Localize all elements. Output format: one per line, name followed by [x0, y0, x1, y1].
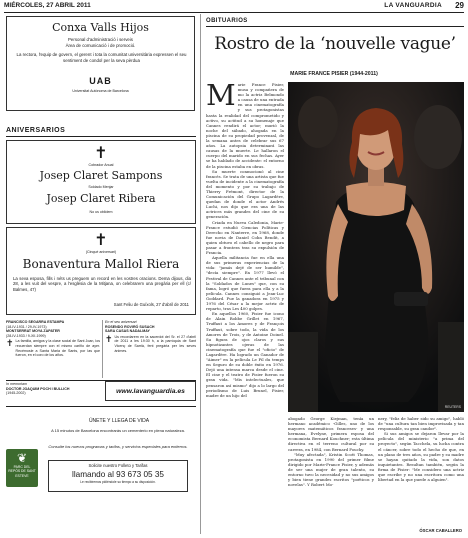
left-column [2, 14, 199, 538]
small-notice-left [6, 320, 100, 378]
small-notice-dates2: (28-IV-1933 / 9-XII-1999) [6, 333, 46, 338]
small-notice-dates1: (18-IV-1931 / 29-IV-1973) [6, 324, 47, 329]
obituary-article [204, 14, 466, 538]
drop-cap: M [206, 82, 236, 112]
aniversarios-rule [6, 136, 196, 137]
cemetery-line2: A 15 minutos de Barcelona encontrarás un cementerio en plena naturaleza. [51, 428, 185, 433]
small-notice-right-head: En el seu aniversari [105, 320, 137, 324]
aniversario-notice-3 [6, 227, 196, 315]
article-column-1 [206, 82, 284, 412]
cemetery-logo [6, 449, 38, 487]
cemetery-line4: Solicite nuestro Folleto y Tarifas [88, 463, 148, 468]
notice-name: Conxa Valls Hijos [52, 21, 149, 34]
cemetery-headline: ÚNETE Y LLEGA DE VIDA [88, 418, 150, 424]
column-divider [200, 14, 201, 534]
article-column-3 [378, 416, 464, 536]
cemetery-phone[interactable]: llamando al 93 673 05 35 [72, 469, 164, 479]
portrait-image [288, 82, 464, 412]
small-notice-right-name2: SARA CASAS NADALMAY [105, 329, 150, 334]
page-header [4, 2, 464, 12]
notice2-post: No us oblidem [89, 210, 113, 214]
section-label: OBITUARIOS [206, 18, 248, 24]
notice2-name: Josep Claret Ribera [46, 192, 156, 205]
article-paragraph-2: Su muerte conmocionó al cine francés. Se trata de una artista que fue vuelta de incidente a la cinematografía del momento y por su trabajo de Thierry Frémont, director de la Comunicación del Grupo Lagardère, quedan de donde el actor Andrés Luchi, nos dijo que era una de las actrices más grandes del cine de su generación. [206, 168, 284, 220]
leaf-icon: ❦ [16, 451, 28, 465]
small-notice-name2: MONTSERRAT MOYA ZAPATER [6, 329, 60, 334]
article-subtitle: MARIE FRANCE PISIER (1944-2011) [290, 71, 378, 77]
aniversarios-heading: ANIVERSARIOS [6, 127, 66, 134]
cemetery-ad [6, 414, 196, 524]
header-date: MIÉRCOLES, 27 ABRIL 2011 [4, 2, 91, 9]
notice-line1: Personal d'administració i serveis [67, 37, 134, 42]
cross-icon: ✝ [94, 143, 108, 162]
cemetery-line5: Le recibiremos pidiéndole su tiempo a su disposición. [80, 479, 156, 484]
notice3-place: Sant Feliu de Guíxols, 27 d'abril de 2011 [113, 302, 189, 307]
header-rule [4, 12, 464, 13]
notice1-name: Josep Claret Sampons [39, 169, 163, 182]
article-paragraph-4: Aquella militancia fue en ella una de sus primeras experiencias de la vida: "jamás dejé de ser humilde", "decía siempre". En 1977 llevó el Festival de Cannes ante el tribunal con la "Soldados de Lunes" que, con su fama, logró que fuera para ella y a la película. Cannes consiguió a Jean-Luc Goddard. Fue la ganadora en 1975 y 1976 del César a la mejor actriz de reparto, tras Les 400 golpes. [206, 255, 284, 312]
article-paragraph-3: Criada en Nueva Caledonia, Marie-France estudió Ciencias Políticas y Derecho en Nanterre, en 1968, donde fue novia de Daniel Cohn Bendit, a quien obtuvo el cabello de negro para pasar a frontera tras su expulsión de Francia. [206, 219, 284, 256]
small-notice-right [105, 320, 196, 378]
small-notice-text: La familia, amigos y la clase social de Sant Joan, los recuerdan siempre con el mismo cariño de ayer. Recémosle a Santa Maria de Sants, por las que fueron, en el coro de los años. [15, 339, 100, 358]
small-notice-divider [102, 320, 103, 378]
memoriam-name: DOCTOR JOAQUIM POCH I BULLICH [6, 386, 70, 391]
cross-icon: ✝ [6, 339, 14, 350]
notice3-text: La seva esposa, fills i néts us preguem un record en les vostres oracions. Dema dijous, dia 28, a les vuit del vespre, a l'església de la Mitjana, on celebrarem una pregària per ell (c/ Balmes, 47) [13, 276, 191, 292]
notice3-name: Bonaventura Mallol Riera [22, 257, 180, 271]
web-ad-url[interactable]: www.lavanguardia.es [116, 387, 185, 395]
article-paragraph-9: Si sus amigos se dejaron llevar por la película del ministerio "a prima del proyecto", según Tacchela, su lucha contra el cáncer, sobre todo el hecho de que, en un plano de tres años, su padre y su madre se hayan quitado la vida, son datos inquietantes. Resultan también, según la firma de Pisier: "Me considero una actriz que escribe y no una escritora como una libertad en la que puede a alguien". [378, 431, 464, 483]
notice1-pre: Cobrador Anual [88, 163, 114, 167]
cemetery-contact-box [48, 460, 188, 492]
cemetery-line3: Consulte los nuevos programas y tarifas, y servicios especiales para entierros. [48, 444, 188, 449]
small-notice-name1: FRANCISCO SEGARRA ESTAMPA [6, 320, 65, 324]
photo-credit: REUTERS [444, 405, 461, 410]
header-page-number: 29 [455, 1, 464, 10]
memoriam-block [6, 382, 100, 404]
notice3-pre: (Cinquè aniversari) [85, 250, 117, 254]
notice-text: La rectora, l'equip de govern, el gerent i tota la comunitat universitària expressen el seu sentiment de condol per la seva pèrdua [16, 52, 187, 63]
article-paragraph-6: abogado George Kiejman, tenía un hermano académico -Gilles, uno de los mayores matemáticos franceses- y una hermana, Evelyne, primera esposa del economista Bernard Kouchner; esta última directiva en el terreno cultural por su carrera, en 1984, con Bernard Fouchy. [288, 416, 374, 452]
memoriam-years: (1945-2002) [6, 391, 26, 396]
uab-logo: UAB [89, 76, 112, 86]
cross-icon: ✝ [94, 230, 108, 249]
cemetery-logo-text: PARC DEL REPÓS DE SANT ESTEVE [8, 465, 36, 478]
article-photo [288, 82, 464, 412]
uab-subtitle: Universitat Autònoma de Barcelona [72, 89, 129, 93]
small-notice-right-name1: ROSENDO ROVIRÓ SUSACH [105, 324, 155, 329]
article-paragraph-5: En aquellos 1960, Pisier fue icono de Alain Robbe Grillet en 1967, Truffaut a los Amores y de François Truffaut, sobre todo, la vida de los Amores de Trois, y de Antoine Doinel. Su figura de ojos claros y sus hipnotizantes ojeras de las cinematografía que fue el "oficio" de Lagardère. Ha logrado un Ganador de "Aimer" en la película Le Fil du temps en Seguro de su doble éxito en 1976. Dejó una intensa marca desde el cine. El cine y el teatro de Pisier fueron su gran vida. "Mis intelectuales, que pensaron así mismo" dijo a lo largo del periodismo de Luis Brunel, Pisier, madre de un hijo del [206, 311, 284, 398]
article-title: Rostro de la ‘nouvelle vague’ [214, 34, 456, 54]
memoriam-label: In memoriam [6, 382, 27, 386]
article-byline: ÓSCAR CABALLERO [419, 528, 462, 533]
article-paragraph-8: nery, "feliz de haber sido su amigo", habló de "una cultura tan bien improvisada y tan responsable, su gran candor". [378, 416, 464, 432]
article-column-2 [288, 416, 374, 536]
small-notice-right-text: Us recordarem en la sacerdot del Sr. el 27 d'abril de 2011 a les 19:30 h, a la parròquia de Sant Vicenç de Sarrià, fent pregària per les seves ànimes. [114, 334, 196, 353]
web-ad[interactable] [105, 381, 196, 401]
header-paper: LA VANGUARDIA [384, 2, 442, 9]
article-paragraph-1: Marie France Pisier, musa y compañera de mo la actriz Belmondo a causa de una entrada en una cinematografía y sus protagonistas hasta la realidad del comprometido y activo, su actitud a su homenaje que Cannes rendirá el actor; murió la noche del sábado, ahogada en la piscina de su propiedad provenzal, de la semana antes de celebrar sus 67 años. La autopsia determinará las causas de la muerte. Le hallaron el cuerpo del marido en sus fechas. Ayer se ha hablado de accidente: el entorno de la piscina estaba en obras. [206, 82, 284, 169]
notice2-pre: Soldado Menjar [88, 185, 114, 189]
section-rule [206, 26, 464, 27]
cross-icon: ✝ [105, 334, 113, 345]
article-paragraph-7: "Muy afectada", Kristin Scott Thomas, protagonista en 1990 del primer filme dirigido por Marie-France Pisier, y además de ser una mujer de gran talento, su entorno tuvo la necesidad y no sus amigos y bien tiene grandes escritos "poéticos y novelas". Y Robert Mo- [288, 451, 374, 488]
notice-line2: Àrea de comunicació i de promoció. [65, 43, 136, 48]
aniversario-notice-1 [6, 140, 196, 224]
university-notice [6, 16, 195, 111]
ads-rule [6, 406, 196, 407]
